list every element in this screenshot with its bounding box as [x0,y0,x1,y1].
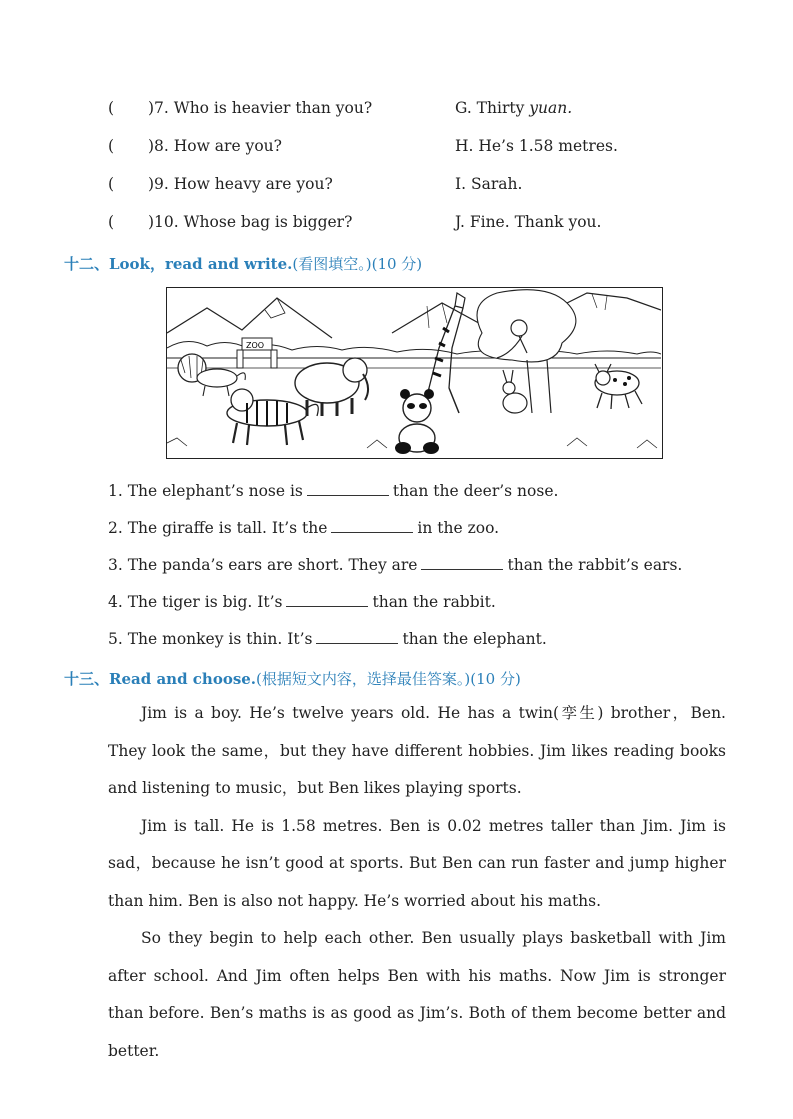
question-9: )9. How heavy are you? [148,175,333,193]
panda-drawing [395,389,439,454]
section-13-heading [64,668,521,689]
fill-item-2: 2. The giraffe is tall. It’s the in the zoo. [108,519,500,537]
elephant-drawing [295,358,368,416]
rabbit-drawing [503,370,527,413]
blank-5[interactable] [316,629,398,644]
section-13-points: (10 分) [470,670,521,688]
blank-3[interactable] [421,555,503,570]
passage-paragraph-1: Jim is a boy. He’s twelve years old. He has a twin(孪生) brother，Ben. They look the same，but they have different hobbies. Jim likes reading books and listening to music，but Ben likes playing sports. [108,704,726,797]
question-8: )8. How are you? [148,137,282,155]
option-h: H. He’s 1.58 metres. [455,137,618,155]
zoo-illustration [166,287,663,459]
zoo-sign-text: ZOO [246,341,265,350]
blank-1[interactable] [307,481,389,496]
section-13-label: 十三、Read and choose. [64,670,257,688]
option-i: I. Sarah. [455,175,523,193]
deer-drawing [595,364,642,409]
mountain-left [167,298,332,338]
passage-paragraph-2: Jim is tall. He is 1.58 metres. Ben is 0.02 metres taller than Jim. Jim is sad，because he isn’t good at sports. But Ben can run faster and jump higher than him. Ben is also not happy. He’s worried about his maths. [108,816,726,910]
section-12-heading [64,253,422,274]
section-12-points: (10 分) [371,255,423,273]
answer-paren-9: ( [108,175,115,193]
reading-passage [108,695,726,1070]
section-12-instruction: (看图填空。) [292,255,372,273]
section-12-label: 十二、Look，read and write. [64,255,293,273]
blank-4[interactable] [286,592,368,607]
answer-paren-7: ( [108,99,115,117]
lion-drawing [178,354,245,396]
section-13-instruction: (根据短文内容，选择最佳答案。) [256,670,471,688]
option-g: G. Thirty yuan. [455,99,573,117]
monkey-head [511,320,527,336]
fill-item-1: 1. The elephant’s nose is than the deer’s nose. [108,482,559,500]
zoo-scene [167,288,661,457]
question-10: )10. Whose bag is bigger? [148,213,353,231]
fill-item-3: 3. The panda’s ears are short. They are than the rabbit’s ears. [108,556,683,574]
answer-paren-8: ( [108,137,115,155]
fill-item-5: 5. The monkey is thin. It’s than the elephant. [108,630,547,648]
question-7: )7. Who is heavier than you? [148,99,373,117]
passage-paragraph-3: So they begin to help each other. Ben usually plays basketball with Jim after school. And Jim often helps Ben with his maths. Now Jim is stronger than before. Ben’s maths is as good as Jim’s. Both of them become better and better. [108,929,726,1060]
answer-paren-10: ( [108,213,115,231]
fill-item-4: 4. The tiger is big. It’s than the rabbit. [108,593,496,611]
blank-2[interactable] [331,518,413,533]
option-j: J. Fine. Thank you. [455,213,602,231]
